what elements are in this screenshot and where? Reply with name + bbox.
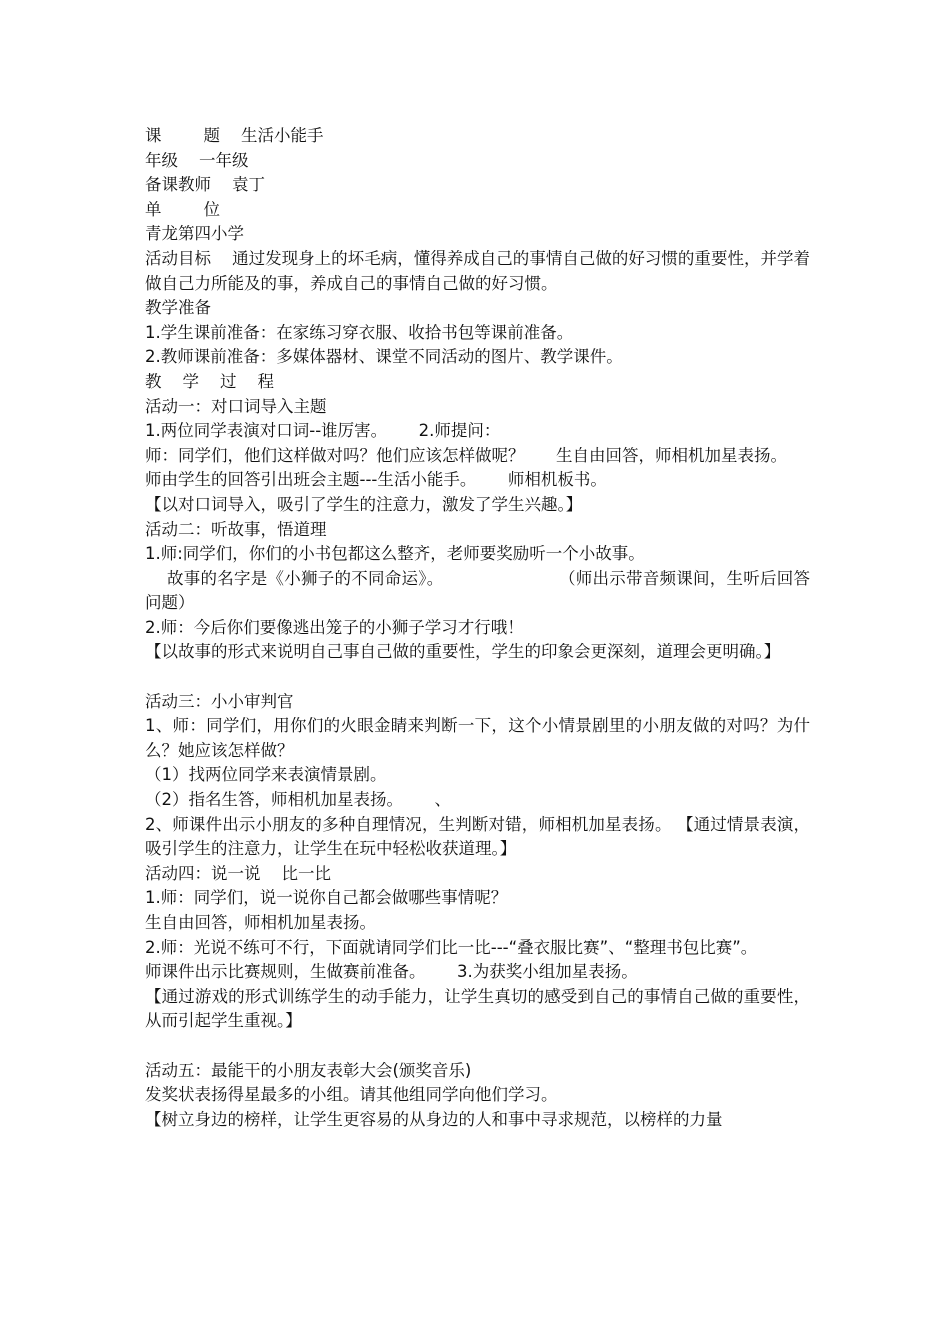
unit-value: 青龙第四小学 bbox=[145, 224, 244, 244]
activity1-line: 师：同学们，他们这样做对吗？他们应该怎样做呢？ 生自由回答，师相机加星表扬。 bbox=[145, 445, 787, 465]
activity1-title: 活动一：对口词导入主题 bbox=[145, 396, 327, 416]
activity3-line: （1）找两位同学来表演情景剧。 bbox=[145, 765, 387, 785]
objective-paragraph bbox=[145, 247, 810, 296]
subject-line bbox=[145, 124, 810, 149]
activity4-line: 1.师：同学们，说一说你自己都会做哪些事情呢？ bbox=[145, 888, 508, 908]
activity5-line: 发奖状表扬得星最多的小组。请其他组同学向他们学习。 bbox=[145, 1085, 558, 1105]
activity4-comment: 【通过游戏的形式训练学生的动手能力，让学生真切的感受到自己的事情自己做的重要性，从而引起学生重视。】 bbox=[145, 986, 810, 1031]
process-title: 教 学 过 程 bbox=[145, 371, 274, 391]
activity4-line: 师课件出示比赛规则，生做赛前准备。 3.为获奖小组加星表扬。 bbox=[145, 962, 638, 982]
blank-line bbox=[145, 665, 810, 690]
activity4-line: 生自由回答，师相机加星表扬。 bbox=[145, 913, 376, 932]
teacher-line bbox=[145, 173, 810, 198]
activity3-line: 2、师课件出示小朋友的多种自理情况，生判断对错，师相机加星表扬。 【通过情景表演，吸引学生的注意力，让学生在玩中轻松收获道理。】 bbox=[145, 814, 810, 859]
preparation-student: 1.学生课前准备：在家练习穿衣服、收拾书包等课前准备。 bbox=[145, 322, 574, 342]
activity3-title: 活动三：小小审判官 bbox=[145, 691, 294, 711]
activity4-line: 2.师：光说不练可不行，下面就请同学们比一比---“叠衣服比赛”、“整理书包比赛”。 bbox=[145, 937, 758, 957]
unit-label: 单 位 bbox=[145, 199, 220, 219]
activity3-line: 1、师：同学们，用你们的火眼金睛来判断一下，这个小情景剧里的小朋友做的对吗？为什么？她应该怎样做？ bbox=[145, 716, 810, 760]
subject-value: 生活小能手 bbox=[240, 126, 324, 145]
subject-label: 课 题 bbox=[145, 126, 220, 145]
grade-value: 一年级 bbox=[198, 150, 249, 170]
preparation-title: 教学准备 bbox=[145, 298, 211, 318]
teacher-value: 袁丁 bbox=[231, 175, 265, 195]
preparation-teacher: 2.教师课前准备：多媒体器材、课堂不同活动的图片、教学课件。 bbox=[145, 347, 623, 367]
activity2-title: 活动二：听故事，悟道理 bbox=[145, 519, 327, 539]
activity2-comment: 【以故事的形式来说明自己事自己做的重要性，学生的印象会更深刻，道理会更明确。】 bbox=[145, 642, 781, 662]
grade-label: 年级 bbox=[145, 150, 178, 170]
activity5-title: 活动五：最能干的小朋友表彰大会(颁奖音乐) bbox=[145, 1060, 472, 1080]
activity3-line: （2）指名生答，师相机加星表扬。 、 bbox=[145, 790, 451, 810]
activity5-comment: 【树立身边的榜样，让学生更容易的从身边的人和事中寻求规范，以榜样的力量 bbox=[145, 1109, 723, 1129]
activity4-title: 活动四：说一说 比一比 bbox=[145, 863, 331, 883]
objective-text: 通过发现身上的坏毛病，懂得养成自己的事情自己做的好习惯的重要性，并学着做自己力所能及的事，养成自己的事情自己做的好习惯。 bbox=[145, 248, 811, 293]
objective-label: 活动目标 bbox=[145, 248, 212, 268]
blank-line bbox=[145, 1034, 810, 1059]
activity1-comment: 【以对口词导入，吸引了学生的注意力，激发了学生兴趣。】 bbox=[145, 494, 583, 514]
grade-line bbox=[145, 149, 810, 174]
activity2-line: 1.师:同学们，你们的小书包都这么整齐，老师要奖励听一个小故事。 bbox=[145, 544, 645, 564]
teacher-label: 备课教师 bbox=[145, 175, 211, 195]
activity2-line: 故事的名字是《小狮子的不同命运》。 （师出示带音频课间，生听后回答问题） bbox=[145, 568, 810, 613]
activity1-line: 师由学生的回答引出班会主题---生活小能手。 师相机板书。 bbox=[145, 470, 607, 490]
activity1-line: 1.两位同学表演对口词--谁厉害。 2.师提问： bbox=[145, 421, 501, 441]
activity2-line: 2.师：今后你们要像逃出笼子的小狮子学习才行哦！ bbox=[145, 617, 524, 637]
lesson-plan-document bbox=[145, 124, 810, 1132]
